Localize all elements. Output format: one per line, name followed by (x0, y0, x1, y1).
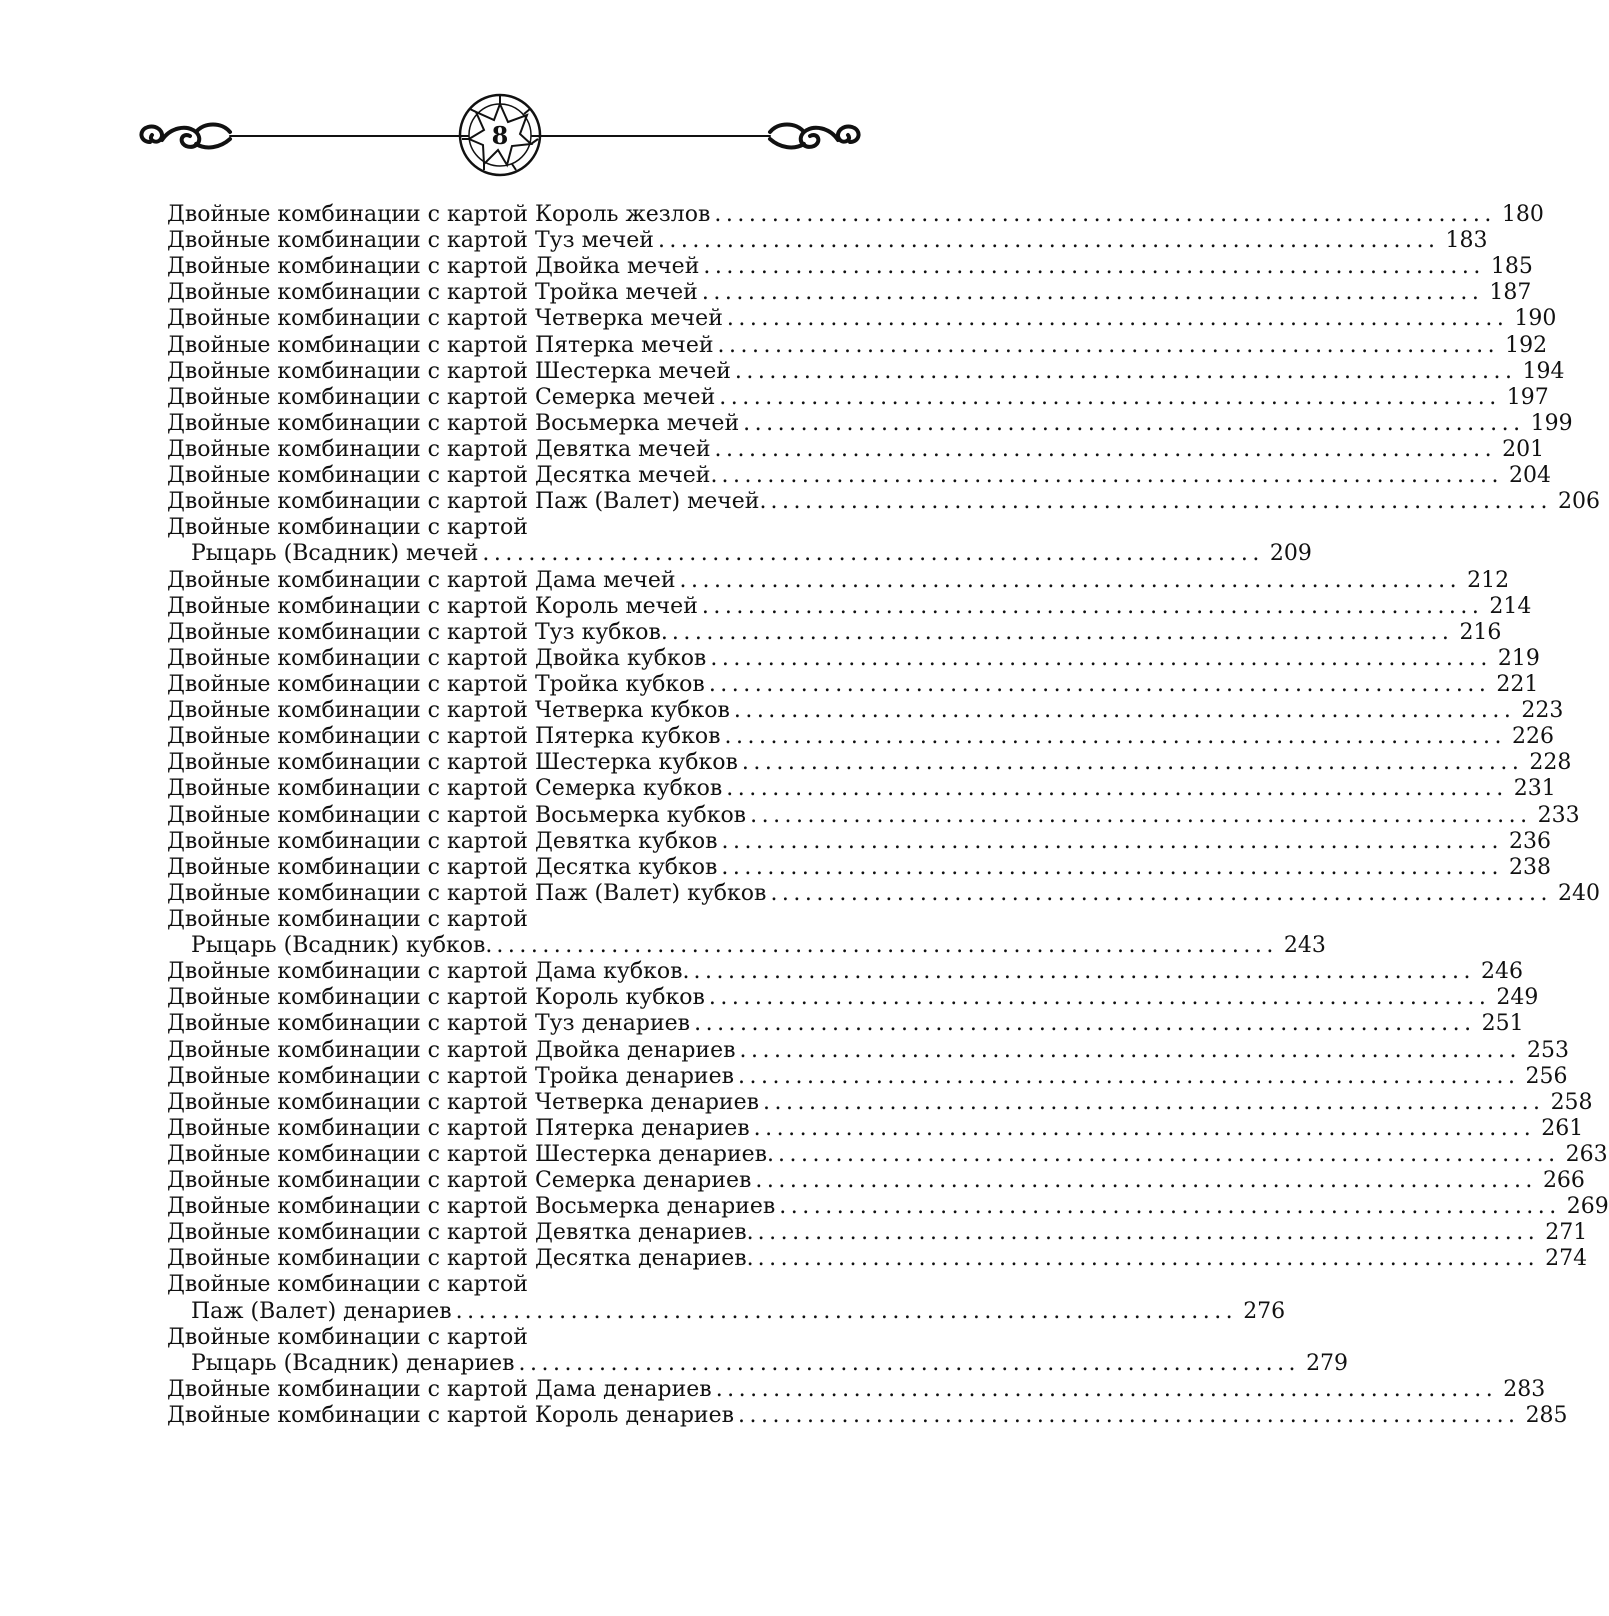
dot-leader: .................................................................... (703, 254, 1485, 280)
toc-entry (167, 1037, 1570, 1064)
dot-leader: .................................................................... (734, 358, 1517, 384)
dot-leader: .................................................................... (721, 828, 1504, 854)
toc-entry-title: Паж (Валет) денариев (191, 1298, 452, 1324)
dot-leader: .................................................................... (719, 384, 1501, 410)
toc-entry-title: Двойные комбинации с картой Двойка кубков (167, 645, 707, 671)
toc-entry (167, 1220, 1588, 1246)
toc-entry (167, 1298, 1286, 1325)
toc-entry (167, 933, 1326, 959)
toc-entry (167, 463, 1551, 489)
toc-entry-title: Двойные комбинации с картой Дама мечей (167, 567, 676, 593)
toc-entry (167, 1168, 1585, 1194)
toc-entry-page-number: 185 (1490, 254, 1533, 280)
toc-entry-page-number: 228 (1529, 750, 1572, 776)
toc-entry-title: Двойные комбинации с картой Король кубков (167, 985, 705, 1011)
toc-entry-title: Двойные комбинации с картой Десятка кубков (167, 854, 718, 880)
toc-entry (167, 228, 1488, 254)
toc-entry-page-number: 190 (1514, 306, 1557, 332)
dot-leader: .................................................................... (496, 933, 1278, 959)
toc-entry (167, 593, 1532, 620)
toc-entry (167, 1194, 1609, 1220)
toc-entry-title: Двойные комбинации с картой Шестерка кубков (167, 750, 738, 776)
scroll-ornament-right-icon (532, 125, 859, 148)
toc-entry-title: Двойные комбинации с картой Девятка мечей (167, 436, 711, 462)
toc-entry-first-line: Двойные комбинации с картой (167, 1272, 528, 1298)
toc-entry-title: Двойные комбинации с картой Шестерка денариев. (167, 1141, 775, 1167)
toc-entry-title: Двойные комбинации с картой Паж (Валет) кубков (167, 880, 767, 906)
toc-entry-first-line: Двойные комбинации с картой (167, 515, 528, 541)
toc-entry-page-number: 197 (1506, 384, 1549, 410)
toc-entry-title: Двойные комбинации с картой Пятерка мечей (167, 332, 714, 358)
toc-entry-page-number: 199 (1530, 410, 1573, 436)
toc-entry-page-number: 183 (1445, 228, 1488, 254)
toc-entry-title: Двойные комбинации с картой Десятка денариев. (167, 1246, 754, 1272)
toc-entry (167, 489, 1601, 515)
dot-leader: .................................................................... (679, 567, 1462, 593)
toc-entry (167, 436, 1545, 463)
toc-entry (167, 724, 1555, 750)
toc-entry-page-number: 271 (1545, 1220, 1588, 1246)
dot-leader: .................................................................... (757, 1220, 1540, 1246)
dot-leader: .................................................................... (741, 750, 1524, 776)
dot-leader: .................................................................... (770, 489, 1553, 515)
toc-entry-title: Двойные комбинации с картой Четверка кубков (167, 698, 730, 724)
toc-entry (167, 985, 1539, 1011)
toc-entry (167, 854, 1551, 881)
toc-entry-page-number: 226 (1512, 724, 1555, 750)
toc-entry-page-number: 223 (1521, 698, 1564, 724)
toc-entry-title: Двойные комбинации с картой Король мечей (167, 593, 698, 619)
toc-entry-page-number: 285 (1525, 1403, 1568, 1429)
dot-leader: .................................................................... (708, 671, 1491, 697)
dot-leader: .................................................................... (726, 776, 1508, 802)
toc-entry-page-number: 192 (1505, 332, 1548, 358)
toc-entry-title: Двойные комбинации с картой Тройка мечей (167, 280, 698, 306)
dot-leader: .................................................................... (701, 593, 1484, 619)
star-medallion-icon (460, 95, 540, 175)
toc-entry-page-number: 243 (1283, 933, 1326, 959)
toc-entry-page-number: 240 (1557, 880, 1600, 906)
dot-leader: .................................................................... (738, 1403, 1520, 1429)
toc-entry-page-number: 238 (1508, 854, 1551, 880)
dot-leader: .................................................................... (779, 1194, 1561, 1220)
toc-entry-title: Двойные комбинации с картой Семерка кубков (167, 776, 723, 802)
toc-entry-page-number: 246 (1481, 959, 1524, 985)
toc-entry (167, 541, 1312, 567)
dot-leader: .................................................................... (721, 463, 1503, 489)
toc-entry-page-number: 221 (1496, 671, 1539, 697)
scroll-ornament-left-icon (141, 125, 468, 148)
toc-entry-title: Двойные комбинации с картой Семерка денариев (167, 1168, 752, 1194)
toc-entry-page-number: 212 (1467, 567, 1510, 593)
dot-leader: .................................................................... (750, 802, 1532, 828)
toc-entry-page-number: 253 (1527, 1037, 1570, 1063)
toc-entry-page-number: 274 (1545, 1246, 1588, 1272)
toc-entry (167, 750, 1572, 776)
toc-entry-title: Двойные комбинации с картой Туз денариев (167, 1011, 691, 1037)
toc-entry-page-number: 249 (1496, 985, 1539, 1011)
toc-entry (167, 1063, 1568, 1090)
toc-entry-title: Двойные комбинации с картой Паж (Валет) мечей. (167, 489, 767, 515)
toc-entry (167, 384, 1549, 411)
toc-entry-title: Двойные комбинации с картой Десятка мечей. (167, 463, 718, 489)
toc-entry (167, 1350, 1349, 1377)
toc-entry-title: Двойные комбинации с картой Дама кубков. (167, 959, 690, 985)
toc-entry (167, 280, 1532, 306)
dot-leader: .................................................................... (708, 985, 1491, 1011)
toc-entry-page-number: 283 (1503, 1376, 1546, 1402)
toc-entry (167, 202, 1544, 228)
toc-entry-title: Двойные комбинации с картой Девятка кубков (167, 828, 718, 854)
toc-entry-title: Двойные комбинации с картой Семерка мечей (167, 384, 716, 410)
dot-leader: .................................................................... (753, 1115, 1536, 1141)
toc-entry-page-number: 187 (1489, 280, 1532, 306)
dot-leader: .................................................................... (714, 436, 1497, 462)
toc-entry-page-number: 231 (1513, 776, 1556, 802)
page-number: 8 (491, 121, 509, 150)
dot-leader: .................................................................... (755, 1168, 1537, 1194)
toc-entry (167, 306, 1557, 332)
dot-leader: .................................................................... (778, 1141, 1560, 1167)
toc-entry (167, 1011, 1524, 1037)
toc-entry (167, 645, 1540, 672)
toc-entry-title: Двойные комбинации с картой Восьмерка денариев (167, 1194, 776, 1220)
toc-entry-title: Двойные комбинации с картой Пятерка кубков (167, 724, 721, 750)
toc-entry-page-number: 276 (1243, 1298, 1286, 1324)
toc-entry-title: Рыцарь (Всадник) мечей (191, 541, 479, 567)
toc-entry-title: Двойные комбинации с картой Шестерка мечей (167, 358, 731, 384)
toc-entry-page-number: 209 (1269, 541, 1312, 567)
toc-entry (167, 802, 1580, 829)
toc-entry-title: Двойные комбинации с картой Пятерка денариев (167, 1115, 750, 1141)
toc-entry (167, 1089, 1593, 1116)
toc-entry-page-number: 194 (1522, 358, 1565, 384)
toc-entry-page-number: 204 (1509, 463, 1551, 489)
dot-leader: .................................................................... (770, 880, 1552, 906)
header-ornament (0, 84, 1000, 184)
dot-leader: .................................................................... (763, 1089, 1545, 1115)
toc-entry-page-number: 258 (1550, 1089, 1593, 1115)
toc-entry-title: Двойные комбинации с картой Восьмерка мечей (167, 410, 740, 436)
toc-entry (167, 1376, 1546, 1403)
dot-leader: .................................................................... (739, 1037, 1522, 1063)
toc-entry (167, 1403, 1568, 1429)
toc-entry-title: Двойные комбинации с картой Король денариев (167, 1403, 735, 1429)
toc-entry (167, 671, 1539, 698)
toc-entry-page-number: 201 (1502, 436, 1545, 462)
dot-leader: .................................................................... (657, 228, 1440, 254)
toc-entry (167, 332, 1548, 359)
toc-entry-title: Рыцарь (Всадник) денариев (191, 1350, 515, 1376)
toc-entry-page-number: 214 (1489, 593, 1532, 619)
toc-entry-first-line: Двойные комбинации с картой (167, 1324, 528, 1350)
toc-entry-title: Двойные комбинации с картой Четверка денариев (167, 1089, 760, 1115)
toc-entry-page-number: 180 (1501, 202, 1544, 227)
dot-leader: .................................................................... (721, 854, 1503, 880)
toc-entry-title: Двойные комбинации с картой Девятка денариев. (167, 1220, 754, 1246)
toc-entry-page-number: 233 (1537, 802, 1580, 828)
toc-entry-title: Двойные комбинации с картой Король жезлов (167, 202, 711, 227)
dot-leader: .................................................................... (671, 619, 1454, 645)
toc-entry (167, 1141, 1608, 1168)
toc-entry (167, 776, 1556, 802)
toc-entry (167, 1115, 1584, 1142)
dot-leader: .................................................................... (717, 332, 1500, 358)
page-header (0, 84, 1000, 184)
dot-leader: .................................................................... (710, 645, 1492, 671)
toc-entry-page-number: 206 (1558, 489, 1601, 515)
dot-leader: .................................................................... (743, 410, 1525, 436)
toc-entry-title: Двойные комбинации с картой Двойка денариев (167, 1037, 736, 1063)
dot-leader: .................................................................... (455, 1298, 1238, 1324)
table-of-contents (167, 202, 1609, 1429)
dot-leader: .................................................................... (726, 306, 1509, 332)
toc-entry (167, 358, 1565, 385)
toc-entry-page-number: 266 (1542, 1168, 1585, 1194)
toc-entry-title: Двойные комбинации с картой Дама денариев (167, 1376, 712, 1402)
toc-entry-title: Двойные комбинации с картой Туз мечей (167, 228, 654, 254)
dot-leader: .................................................................... (482, 541, 1264, 567)
dot-leader: .................................................................... (694, 1011, 1476, 1037)
toc-entry-title: Двойные комбинации с картой Восьмерка кубков (167, 802, 747, 828)
dot-leader: .................................................................... (715, 1376, 1498, 1402)
toc-entry-page-number: 263 (1565, 1141, 1608, 1167)
toc-entry-title: Двойные комбинации с картой Четверка мечей (167, 306, 723, 332)
dot-leader: .................................................................... (724, 724, 1507, 750)
dot-leader: .................................................................... (757, 1246, 1540, 1272)
dot-leader: .................................................................... (693, 959, 1476, 985)
dot-leader: .................................................................... (518, 1350, 1301, 1376)
toc-entry (167, 254, 1533, 280)
toc-entry-title: Двойные комбинации с картой Тройка денариев (167, 1063, 734, 1089)
toc-entry-page-number: 236 (1509, 828, 1552, 854)
toc-entry (167, 410, 1573, 437)
toc-entry-page-number: 219 (1497, 645, 1540, 671)
toc-entry (167, 959, 1524, 985)
toc-entry-title: Двойные комбинации с картой Тройка кубков (167, 671, 705, 697)
toc-entry-title: Рыцарь (Всадник) кубков. (191, 933, 493, 959)
toc-entry-page-number: 256 (1525, 1063, 1568, 1089)
toc-entry-title: Двойные комбинации с картой Двойка мечей (167, 254, 700, 280)
toc-entry (167, 698, 1564, 724)
toc-entry-first-line: Двойные комбинации с картой (167, 906, 528, 932)
toc-entry (167, 828, 1552, 855)
toc-entry (167, 1246, 1588, 1272)
dot-leader: .................................................................... (737, 1063, 1520, 1089)
toc-entry-page-number: 261 (1541, 1115, 1584, 1141)
toc-entry (167, 619, 1502, 646)
toc-entry-page-number: 279 (1306, 1350, 1349, 1376)
toc-entry-page-number: 251 (1481, 1011, 1524, 1037)
toc-entry-page-number: 269 (1566, 1194, 1609, 1220)
toc-entry-title: Двойные комбинации с картой Туз кубков. (167, 619, 668, 645)
dot-leader: .................................................................... (733, 698, 1516, 724)
toc-entry (167, 880, 1600, 907)
toc-entry (167, 567, 1510, 594)
dot-leader: .................................................................... (701, 280, 1484, 306)
toc-entry-page-number: 216 (1459, 619, 1502, 645)
dot-leader: .................................................................... (714, 202, 1496, 227)
